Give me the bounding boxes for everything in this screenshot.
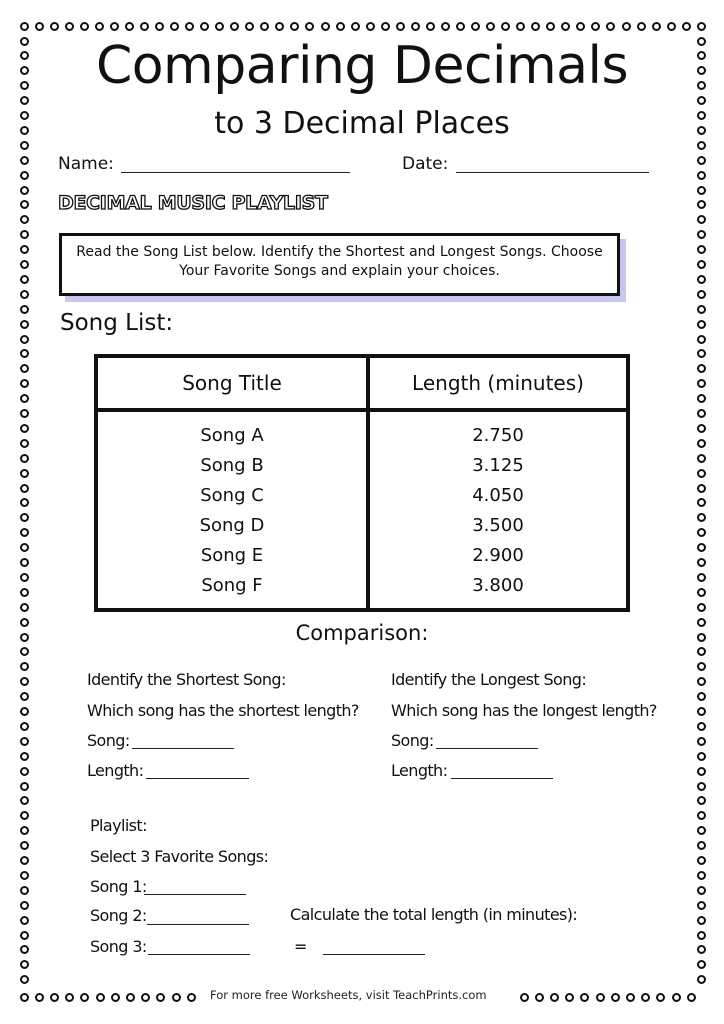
- border-dot: [591, 22, 600, 31]
- border-dot: [170, 22, 179, 31]
- border-dot: [697, 379, 706, 388]
- border-dot: [20, 22, 29, 31]
- total-length-field[interactable]: [323, 954, 425, 955]
- border-dot: [20, 454, 29, 463]
- border-dot: [20, 692, 29, 701]
- border-dot: [697, 722, 706, 731]
- border-dot: [441, 22, 450, 31]
- border-dot: [697, 498, 706, 507]
- table-row: [96, 450, 628, 480]
- shortest-question: Which song has the shortest length?: [87, 701, 359, 720]
- border-dot: [611, 993, 620, 1002]
- border-dot: [20, 677, 29, 686]
- playlist-heading: Playlist:: [90, 816, 147, 835]
- song-1-label: Song 1:: [90, 877, 147, 896]
- border-dot: [20, 364, 29, 373]
- song-length-cell: 2.900: [472, 544, 524, 566]
- border-dot: [697, 901, 706, 910]
- border-dot: [697, 543, 706, 552]
- border-dot: [697, 916, 706, 925]
- date-label: Date:: [402, 154, 449, 174]
- border-dot: [20, 916, 29, 925]
- border-dot: [20, 588, 29, 597]
- border-dot: [20, 811, 29, 820]
- border-dot: [697, 409, 706, 418]
- footer-text: For more free Worksheets, visit TeachPrints.com: [210, 988, 487, 1002]
- border-dot: [471, 22, 480, 31]
- border-dot: [20, 513, 29, 522]
- border-dot: [697, 647, 706, 656]
- border-dot: [20, 335, 29, 344]
- table-row: [96, 540, 628, 570]
- date-field[interactable]: [456, 172, 649, 173]
- border-dot: [697, 335, 706, 344]
- longest-song-label: Song:: [391, 731, 434, 750]
- border-dot: [305, 22, 314, 31]
- border-dot: [20, 394, 29, 403]
- table-row: [96, 410, 628, 450]
- border-dot: [697, 886, 706, 895]
- border-dot: [50, 993, 59, 1002]
- border-dot: [561, 22, 570, 31]
- border-dot: [687, 993, 696, 1002]
- border-dot: [141, 993, 150, 1002]
- border-dot: [520, 993, 529, 1002]
- longest-length-label: Length:: [391, 761, 448, 780]
- border-dot: [697, 200, 706, 209]
- activity-title: DECIMAL MUSIC PLAYLIST: [58, 192, 328, 214]
- border-dot: [456, 22, 465, 31]
- border-dot: [20, 796, 29, 805]
- border-dot: [65, 993, 74, 1002]
- border-dot: [20, 993, 29, 1002]
- column-header-length: Length (minutes): [368, 356, 628, 410]
- border-dot: [656, 993, 665, 1002]
- border-dot: [580, 993, 589, 1002]
- border-dot: [20, 439, 29, 448]
- border-dot: [321, 22, 330, 31]
- border-dot: [20, 841, 29, 850]
- border-dot: [20, 290, 29, 299]
- border-dot: [20, 349, 29, 358]
- border-dot: [20, 275, 29, 284]
- border-dot: [290, 22, 299, 31]
- border-dot: [215, 22, 224, 31]
- border-dot: [576, 22, 585, 31]
- border-dot: [20, 484, 29, 493]
- border-dot: [275, 22, 284, 31]
- border-dot: [35, 993, 44, 1002]
- border-dot: [697, 364, 706, 373]
- border-dot: [20, 528, 29, 537]
- border-dot: [20, 662, 29, 671]
- border-dot: [697, 558, 706, 567]
- border-dot: [697, 945, 706, 954]
- border-dot: [155, 22, 164, 31]
- song-title-cell: Song A: [96, 410, 368, 450]
- instructions-text: Read the Song List below. Identify the Shortest and Longest Songs. Choose Your Favorite Songs and explain your choices.: [76, 244, 603, 279]
- border-dot: [20, 737, 29, 746]
- border-dot: [697, 811, 706, 820]
- border-dot: [20, 782, 29, 791]
- comparison-heading: Comparison:: [295, 621, 429, 645]
- border-dot: [351, 22, 360, 31]
- song-length-cell: 4.050: [472, 484, 524, 506]
- border-dot: [697, 349, 706, 358]
- song-length-cell: 3.500: [472, 514, 524, 536]
- border-dot: [697, 320, 706, 329]
- border-dot: [697, 484, 706, 493]
- shortest-song-label: Song:: [87, 731, 130, 750]
- border-dot: [96, 993, 105, 1002]
- border-dot: [697, 230, 706, 239]
- border-dot: [20, 573, 29, 582]
- border-dot: [697, 22, 706, 31]
- border-dot: [20, 886, 29, 895]
- border-dot: [230, 22, 239, 31]
- border-dot: [20, 901, 29, 910]
- border-dot: [111, 993, 120, 1002]
- border-dot: [697, 424, 706, 433]
- border-dot: [626, 993, 635, 1002]
- name-label: Name:: [58, 154, 114, 174]
- border-dot: [20, 945, 29, 954]
- border-dot: [411, 22, 420, 31]
- border-dot: [697, 767, 706, 776]
- border-dot: [697, 215, 706, 224]
- border-dot: [185, 22, 194, 31]
- name-field[interactable]: [121, 172, 350, 173]
- border-dot: [697, 394, 706, 403]
- border-dot: [20, 424, 29, 433]
- border-dot: [35, 22, 44, 31]
- border-dot: [546, 22, 555, 31]
- border-dot: [697, 871, 706, 880]
- song-title-cell: Song C: [96, 480, 368, 510]
- border-dot: [20, 856, 29, 865]
- border-dot: [20, 245, 29, 254]
- border-dot: [535, 993, 544, 1002]
- border-dot: [672, 993, 681, 1002]
- border-dot: [156, 993, 165, 1002]
- song-1-field[interactable]: [144, 894, 246, 895]
- border-dot: [50, 22, 59, 31]
- border-dot: [20, 186, 29, 195]
- border-dot: [20, 469, 29, 478]
- border-dot: [200, 22, 209, 31]
- table-header-row: [96, 356, 628, 410]
- border-dot: [20, 826, 29, 835]
- shortest-song-field[interactable]: [132, 748, 234, 749]
- border-dot: [20, 379, 29, 388]
- table-row: [96, 510, 628, 540]
- border-dot: [80, 22, 89, 31]
- border-dot: [126, 993, 135, 1002]
- border-dot: [667, 22, 676, 31]
- border-dot: [20, 171, 29, 180]
- song-3-label: Song 3:: [90, 937, 147, 956]
- border-dot: [697, 692, 706, 701]
- border-dot: [697, 752, 706, 761]
- song-title-cell: Song B: [96, 450, 368, 480]
- border-dot: [697, 171, 706, 180]
- border-dot: [697, 588, 706, 597]
- border-dot: [501, 22, 510, 31]
- border-dot: [697, 245, 706, 254]
- border-dot: [65, 22, 74, 31]
- border-dot: [20, 320, 29, 329]
- border-dot: [20, 871, 29, 880]
- border-dot: [20, 558, 29, 567]
- border-dot: [172, 993, 181, 1002]
- border-dot: [486, 22, 495, 31]
- border-dot: [20, 230, 29, 239]
- border-dot: [20, 707, 29, 716]
- border-dot: [550, 993, 559, 1002]
- longest-title: Identify the Longest Song:: [391, 670, 587, 689]
- border-dot: [697, 975, 706, 984]
- border-dot: [622, 22, 631, 31]
- song-length-cell: 3.125: [472, 454, 524, 476]
- border-dot: [697, 156, 706, 165]
- border-dot: [565, 993, 574, 1002]
- border-dot: [20, 200, 29, 209]
- border-dot: [95, 22, 104, 31]
- song-title-cell: Song E: [96, 540, 368, 570]
- song-list-heading: Song List:: [60, 310, 174, 336]
- song-length-cell: 3.800: [472, 574, 524, 596]
- playlist-instruction: Select 3 Favorite Songs:: [90, 847, 269, 866]
- border-dot: [697, 454, 706, 463]
- border-dot: [697, 960, 706, 969]
- longest-length-field[interactable]: [451, 778, 553, 779]
- border-dot: [20, 960, 29, 969]
- border-dot: [20, 975, 29, 984]
- border-dot: [110, 22, 119, 31]
- song-title-cell: Song F: [96, 570, 368, 610]
- border-dot: [336, 22, 345, 31]
- song-2-field[interactable]: [147, 924, 249, 925]
- border-dot: [697, 573, 706, 582]
- border-dot: [697, 931, 706, 940]
- border-dot: [697, 603, 706, 612]
- border-dot: [637, 22, 646, 31]
- border-dot: [641, 993, 650, 1002]
- border-dot: [20, 409, 29, 418]
- border-dot: [187, 993, 196, 1002]
- border-dot: [20, 722, 29, 731]
- border-dot: [20, 647, 29, 656]
- border-dot: [531, 22, 540, 31]
- column-header-song-title: Song Title: [96, 356, 368, 410]
- border-dot: [682, 22, 691, 31]
- border-dot: [426, 22, 435, 31]
- border-dot: [516, 22, 525, 31]
- border-dot: [245, 22, 254, 31]
- border-dot: [260, 22, 269, 31]
- border-dot: [697, 856, 706, 865]
- table-row: [96, 480, 628, 510]
- border-dot: [697, 275, 706, 284]
- shortest-title: Identify the Shortest Song:: [87, 670, 286, 689]
- border-dot: [80, 993, 89, 1002]
- border-dot: [20, 752, 29, 761]
- instructions-box: [59, 233, 620, 296]
- border-dot: [381, 22, 390, 31]
- border-dot: [697, 260, 706, 269]
- border-dot: [396, 22, 405, 31]
- border-dot: [697, 305, 706, 314]
- border-dot: [697, 439, 706, 448]
- border-dot: [606, 22, 615, 31]
- border-dot: [125, 22, 134, 31]
- border-dot: [697, 469, 706, 478]
- border-dot: [697, 796, 706, 805]
- equals-sign: =: [294, 937, 307, 956]
- border-dot: [697, 737, 706, 746]
- worksheet-title: Comparing Decimals: [95, 36, 629, 96]
- longest-question: Which song has the longest length?: [391, 701, 657, 720]
- border-dot: [20, 931, 29, 940]
- border-dot: [697, 513, 706, 522]
- total-length-prompt: Calculate the total length (in minutes):: [290, 905, 578, 924]
- border-dot: [20, 215, 29, 224]
- table-row: [96, 570, 628, 610]
- border-dot: [20, 543, 29, 552]
- border-dot: [140, 22, 149, 31]
- border-dot: [697, 677, 706, 686]
- border-dot: [652, 22, 661, 31]
- shortest-length-field[interactable]: [146, 778, 249, 779]
- song-length-cell: 2.750: [472, 424, 524, 446]
- border-dot: [366, 22, 375, 31]
- border-dot: [20, 767, 29, 776]
- longest-song-field[interactable]: [436, 748, 538, 749]
- border-dot: [596, 993, 605, 1002]
- border-dot: [697, 826, 706, 835]
- border-dot: [20, 156, 29, 165]
- border-dot: [20, 305, 29, 314]
- border-dot: [697, 186, 706, 195]
- border-dot: [697, 707, 706, 716]
- border-dot: [20, 260, 29, 269]
- border-dot: [697, 841, 706, 850]
- shortest-length-label: Length:: [87, 761, 144, 780]
- border-dot: [697, 662, 706, 671]
- border-dot: [20, 603, 29, 612]
- song-2-label: Song 2:: [90, 906, 147, 925]
- song-table: [94, 354, 630, 612]
- song-title-cell: Song D: [96, 510, 368, 540]
- border-dot: [697, 528, 706, 537]
- border-dot: [20, 498, 29, 507]
- border-dot: [697, 290, 706, 299]
- song-3-field[interactable]: [148, 954, 250, 955]
- worksheet-subtitle: to 3 Decimal Places: [214, 106, 510, 141]
- border-dot: [697, 782, 706, 791]
